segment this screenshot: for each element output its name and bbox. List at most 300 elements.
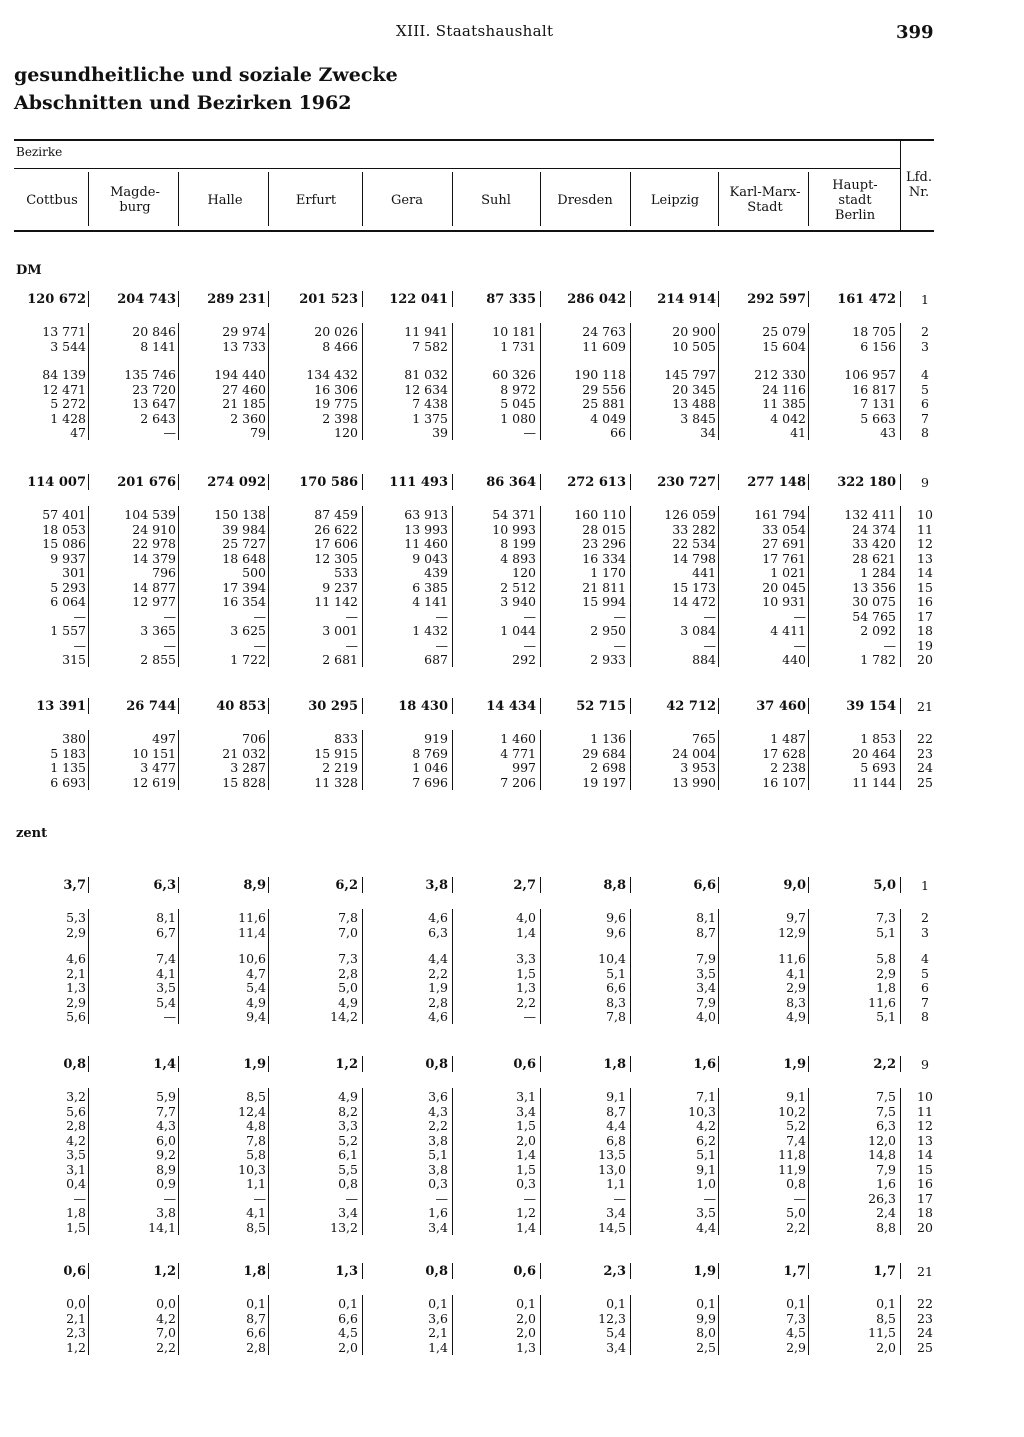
table-cell: 30 075 bbox=[852, 594, 896, 609]
row-number: 24 bbox=[917, 1325, 933, 1340]
row-number: 2 bbox=[921, 910, 929, 925]
table-cell: 1,8 bbox=[603, 1057, 626, 1072]
table-cell: 4 042 bbox=[770, 410, 806, 426]
table-cell: 3 953 bbox=[680, 760, 716, 775]
table-cell: 3,8 bbox=[428, 1161, 448, 1177]
table-cell: 12 305 bbox=[314, 550, 358, 566]
table-cell: 4,0 bbox=[696, 1009, 716, 1024]
table-cell: 3 544 bbox=[50, 338, 86, 354]
table-cell: 11 941 bbox=[404, 324, 448, 339]
column-divider bbox=[178, 1263, 179, 1279]
column-divider bbox=[88, 506, 89, 667]
table-cell: 1 460 bbox=[500, 731, 536, 746]
table-cell: 10,3 bbox=[688, 1103, 716, 1119]
table-cell: 6,0 bbox=[156, 1132, 176, 1148]
table-cell: 2,0 bbox=[876, 1339, 896, 1355]
column-divider bbox=[808, 474, 809, 490]
table-cell: 1 731 bbox=[500, 338, 536, 354]
table-cell: 3,4 bbox=[606, 1205, 626, 1220]
column-header: Cottbus bbox=[26, 192, 78, 208]
table-cell: 2 360 bbox=[230, 410, 266, 426]
table-cell: — bbox=[703, 1190, 716, 1206]
table-cell: 1,0 bbox=[696, 1176, 716, 1191]
table-cell: 57 401 bbox=[42, 507, 86, 522]
table-cell: 106 957 bbox=[844, 367, 896, 382]
table-cell: 7 206 bbox=[500, 774, 536, 790]
table-cell: 6,6 bbox=[338, 1310, 358, 1326]
table-cell: 12,4 bbox=[238, 1103, 266, 1119]
column-divider bbox=[900, 1263, 901, 1279]
table-cell: — bbox=[435, 637, 448, 653]
table-cell: 21 811 bbox=[582, 579, 626, 595]
table-cell: 3,8 bbox=[156, 1205, 176, 1220]
column-divider bbox=[808, 323, 809, 440]
table-cell: 765 bbox=[692, 731, 716, 746]
table-cell: 2,0 bbox=[516, 1132, 536, 1148]
column-divider bbox=[178, 909, 179, 1024]
table-cell: 289 231 bbox=[207, 292, 266, 307]
table-cell: 81 032 bbox=[404, 367, 448, 382]
column-divider bbox=[88, 291, 89, 307]
table-cell: 20 345 bbox=[672, 381, 716, 397]
column-divider bbox=[268, 291, 269, 307]
table-cell: 43 bbox=[880, 425, 896, 440]
table-cell: 441 bbox=[692, 565, 716, 580]
column-divider bbox=[178, 291, 179, 307]
table-cell: 4,6 bbox=[428, 1009, 448, 1024]
table-cell: 4,1 bbox=[786, 965, 806, 981]
table-cell: 2 933 bbox=[590, 652, 626, 667]
table-cell: 2 512 bbox=[500, 579, 536, 595]
table-cell: 10,4 bbox=[598, 951, 626, 966]
table-cell: 5,4 bbox=[156, 994, 176, 1010]
table-cell: — bbox=[345, 608, 358, 624]
table-cell: 1 557 bbox=[50, 623, 86, 638]
table-cell: 2,4 bbox=[876, 1205, 896, 1220]
table-cell: 12,9 bbox=[778, 924, 806, 940]
table-cell: 13 391 bbox=[36, 699, 86, 714]
table-cell: 11,5 bbox=[868, 1325, 896, 1340]
column-divider bbox=[88, 323, 89, 440]
table-cell: 10,6 bbox=[238, 951, 266, 966]
table-cell: 5,0 bbox=[873, 878, 896, 893]
table-cell: 3,5 bbox=[696, 965, 716, 981]
table-cell: 8,7 bbox=[606, 1103, 626, 1119]
column-divider bbox=[900, 291, 901, 307]
table-cell: 1,3 bbox=[516, 1339, 536, 1355]
table-cell: 1,3 bbox=[66, 980, 86, 995]
column-divider bbox=[178, 877, 179, 893]
table-cell: 16 817 bbox=[852, 381, 896, 397]
table-cell: 4,9 bbox=[786, 1009, 806, 1024]
table-cell: — bbox=[703, 608, 716, 624]
table-cell: 884 bbox=[692, 652, 716, 667]
table-cell: 5 183 bbox=[50, 745, 86, 761]
table-cell: 4,5 bbox=[338, 1325, 358, 1340]
table-cell: 6,6 bbox=[606, 980, 626, 995]
table-cell: — bbox=[73, 637, 86, 653]
table-cell: 2,3 bbox=[66, 1325, 86, 1340]
column-divider bbox=[88, 877, 89, 893]
table-cell: 13 647 bbox=[132, 396, 176, 411]
table-cell: 5,5 bbox=[338, 1161, 358, 1177]
table-cell: 11,4 bbox=[238, 924, 266, 940]
column-divider bbox=[178, 474, 179, 490]
table-cell: 26 744 bbox=[126, 699, 176, 714]
table-cell: 1 487 bbox=[770, 731, 806, 746]
table-cell: 10 993 bbox=[492, 521, 536, 537]
table-cell: — bbox=[345, 637, 358, 653]
table-cell: 39 984 bbox=[222, 521, 266, 537]
table-cell: 5,4 bbox=[606, 1325, 626, 1340]
table-cell: 1,6 bbox=[428, 1205, 448, 1220]
column-header: Karl-Marx- Stadt bbox=[729, 185, 801, 215]
table-cell: 2 855 bbox=[140, 652, 176, 667]
bezirke-underline bbox=[14, 168, 900, 169]
column-divider bbox=[718, 291, 719, 307]
table-cell: 8,1 bbox=[696, 910, 716, 925]
table-cell: 8 972 bbox=[500, 381, 536, 397]
table-cell: 2,9 bbox=[786, 1339, 806, 1355]
table-cell: — bbox=[435, 1190, 448, 1206]
table-cell: 1,2 bbox=[153, 1264, 176, 1279]
header-column-divider bbox=[452, 172, 453, 226]
table-cell: 214 914 bbox=[657, 292, 716, 307]
table-cell: 161 472 bbox=[837, 292, 896, 307]
table-cell: 5,3 bbox=[66, 910, 86, 925]
table-cell: 33 282 bbox=[672, 521, 716, 537]
table-cell: 29 556 bbox=[582, 381, 626, 397]
table-cell: 2 219 bbox=[322, 760, 358, 775]
table-cell: 2,8 bbox=[66, 1118, 86, 1133]
column-divider bbox=[88, 698, 89, 714]
table-cell: 4,2 bbox=[66, 1132, 86, 1148]
table-cell: 3,1 bbox=[66, 1161, 86, 1177]
table-cell: 13 356 bbox=[852, 579, 896, 595]
row-number: 16 bbox=[917, 594, 933, 609]
table-cell: 2,1 bbox=[66, 965, 86, 981]
table-cell: 6,1 bbox=[338, 1147, 358, 1162]
table-cell: 9 937 bbox=[50, 550, 86, 566]
header-bottom-rule bbox=[14, 230, 934, 232]
row-number: 4 bbox=[921, 367, 929, 382]
column-divider bbox=[268, 1295, 269, 1355]
table-cell: 21 032 bbox=[222, 745, 266, 761]
table-cell: 22 534 bbox=[672, 536, 716, 551]
table-cell: — bbox=[883, 637, 896, 653]
table-cell: 11 142 bbox=[314, 594, 358, 609]
table-cell: 6,6 bbox=[246, 1325, 266, 1340]
table-cell: 66 bbox=[610, 425, 626, 440]
row-number: 10 bbox=[917, 1089, 933, 1104]
table-cell: 11,6 bbox=[868, 994, 896, 1010]
table-cell: 5,1 bbox=[876, 924, 896, 940]
table-cell: 3,2 bbox=[66, 1089, 86, 1104]
column-divider bbox=[268, 323, 269, 440]
table-cell: 1,5 bbox=[66, 1219, 86, 1235]
table-cell: 63 913 bbox=[404, 507, 448, 522]
table-cell: 42 712 bbox=[666, 699, 716, 714]
table-cell: 9,1 bbox=[696, 1161, 716, 1177]
table-cell: 8 769 bbox=[412, 745, 448, 761]
table-cell: 9,1 bbox=[606, 1089, 626, 1104]
column-header: Erfurt bbox=[295, 192, 337, 208]
table-cell: 24 116 bbox=[762, 381, 806, 397]
table-cell: 439 bbox=[424, 565, 448, 580]
row-number: 9 bbox=[921, 1057, 929, 1072]
table-cell: 1 428 bbox=[50, 410, 86, 426]
table-cell: 4,9 bbox=[338, 1089, 358, 1104]
table-cell: 12 471 bbox=[42, 381, 86, 397]
table-cell: 86 364 bbox=[486, 475, 536, 490]
table-cell: 1,9 bbox=[693, 1264, 716, 1279]
table-cell: 301 bbox=[62, 565, 86, 580]
header-column-divider bbox=[540, 172, 541, 226]
table-cell: 7,8 bbox=[606, 1009, 626, 1024]
table-cell: 1,7 bbox=[783, 1264, 806, 1279]
table-cell: 0,1 bbox=[516, 1296, 536, 1311]
table-cell: 3,5 bbox=[696, 1205, 716, 1220]
table-cell: 126 059 bbox=[664, 507, 716, 522]
table-cell: 2,2 bbox=[428, 1118, 448, 1133]
column-header: Halle bbox=[207, 192, 243, 208]
table-cell: 7,9 bbox=[876, 1161, 896, 1177]
column-divider bbox=[718, 1295, 719, 1355]
column-divider bbox=[900, 474, 901, 490]
table-cell: — bbox=[345, 1190, 358, 1206]
row-number: 22 bbox=[917, 731, 933, 746]
table-cell: 15 915 bbox=[314, 745, 358, 761]
table-cell: 120 bbox=[512, 565, 536, 580]
table-cell: 15 994 bbox=[582, 594, 626, 609]
row-number: 19 bbox=[917, 637, 933, 653]
table-cell: 33 420 bbox=[852, 536, 896, 551]
table-cell: 4 049 bbox=[590, 410, 626, 426]
row-number: 6 bbox=[921, 980, 929, 995]
table-cell: 687 bbox=[424, 652, 448, 667]
table-cell: 120 bbox=[334, 425, 358, 440]
table-cell: 18 053 bbox=[42, 521, 86, 537]
column-divider bbox=[900, 506, 901, 667]
table-cell: 1,4 bbox=[428, 1339, 448, 1355]
table-cell: 497 bbox=[152, 731, 176, 746]
table-cell: 13 488 bbox=[672, 396, 716, 411]
table-cell: 0,0 bbox=[66, 1296, 86, 1311]
table-cell: 150 138 bbox=[214, 507, 266, 522]
column-divider bbox=[268, 698, 269, 714]
column-divider bbox=[808, 730, 809, 790]
running-header: XIII. Staatshaushalt bbox=[396, 22, 554, 40]
row-number: 3 bbox=[921, 924, 929, 940]
table-cell: — bbox=[73, 1190, 86, 1206]
table-cell: 0,1 bbox=[696, 1296, 716, 1311]
table-cell: 8 199 bbox=[500, 536, 536, 551]
table-cell: 1,8 bbox=[66, 1205, 86, 1220]
table-cell: — bbox=[613, 1190, 626, 1206]
column-divider bbox=[88, 474, 89, 490]
table-cell: 7,0 bbox=[156, 1325, 176, 1340]
table-cell: 9,0 bbox=[783, 878, 806, 893]
column-divider bbox=[808, 1056, 809, 1072]
table-cell: — bbox=[163, 1009, 176, 1024]
column-divider bbox=[178, 1295, 179, 1355]
lfd-header-divider bbox=[900, 139, 901, 232]
table-cell: 54 765 bbox=[852, 608, 896, 624]
column-divider bbox=[268, 506, 269, 667]
table-cell: 1 136 bbox=[590, 731, 626, 746]
row-number: 9 bbox=[921, 475, 929, 490]
table-cell: 16 354 bbox=[222, 594, 266, 609]
table-cell: 9,4 bbox=[246, 1009, 266, 1024]
table-cell: 9 043 bbox=[412, 550, 448, 566]
table-cell: 8,1 bbox=[156, 910, 176, 925]
row-number: 13 bbox=[917, 1132, 933, 1148]
header-column-divider bbox=[268, 172, 269, 226]
table-cell: 4,9 bbox=[246, 994, 266, 1010]
table-cell: 7,5 bbox=[876, 1089, 896, 1104]
table-cell: 2,9 bbox=[876, 965, 896, 981]
table-cell: 6,8 bbox=[606, 1132, 626, 1148]
table-cell: 796 bbox=[152, 565, 176, 580]
row-number: 15 bbox=[917, 1161, 933, 1177]
row-number: 24 bbox=[917, 760, 933, 775]
column-divider bbox=[268, 474, 269, 490]
table-cell: 8,5 bbox=[876, 1310, 896, 1326]
column-divider bbox=[900, 1088, 901, 1235]
table-cell: 11,6 bbox=[238, 910, 266, 925]
table-cell: 5,1 bbox=[876, 1009, 896, 1024]
table-cell: 17 394 bbox=[222, 579, 266, 595]
header-column-divider bbox=[178, 172, 179, 226]
table-cell: 14,8 bbox=[868, 1147, 896, 1162]
table-cell: 1 375 bbox=[412, 410, 448, 426]
table-cell: 12 619 bbox=[132, 774, 176, 790]
column-divider bbox=[88, 730, 89, 790]
header-column-divider bbox=[808, 172, 809, 226]
table-cell: 7 696 bbox=[412, 774, 448, 790]
table-cell: 104 539 bbox=[124, 507, 176, 522]
table-cell: 2,1 bbox=[428, 1325, 448, 1340]
column-divider bbox=[808, 909, 809, 1024]
table-cell: 5 293 bbox=[50, 579, 86, 595]
table-cell: 28 015 bbox=[582, 521, 626, 537]
header-top-rule bbox=[14, 139, 934, 141]
table-cell: 0,1 bbox=[338, 1296, 358, 1311]
table-cell: — bbox=[793, 1190, 806, 1206]
table-cell: 5 045 bbox=[500, 396, 536, 411]
table-cell: 0,1 bbox=[876, 1296, 896, 1311]
table-cell: 13,5 bbox=[598, 1147, 626, 1162]
header-column-divider bbox=[362, 172, 363, 226]
table-cell: 7 582 bbox=[412, 338, 448, 354]
table-cell: 3 084 bbox=[680, 623, 716, 638]
table-cell: 54 371 bbox=[492, 507, 536, 522]
table-cell: 14,2 bbox=[330, 1009, 358, 1024]
table-cell: 230 727 bbox=[657, 475, 716, 490]
table-cell: 24 763 bbox=[582, 324, 626, 339]
column-divider bbox=[268, 1088, 269, 1235]
table-cell: 6,3 bbox=[153, 878, 176, 893]
table-cell: 4,1 bbox=[246, 1205, 266, 1220]
page-number: 399 bbox=[896, 22, 934, 43]
table-cell: 30 295 bbox=[308, 699, 358, 714]
table-cell: 1,2 bbox=[335, 1057, 358, 1072]
table-cell: 4,2 bbox=[696, 1118, 716, 1133]
table-cell: 4,4 bbox=[696, 1219, 716, 1235]
table-cell: 7,9 bbox=[696, 951, 716, 966]
row-number: 15 bbox=[917, 579, 933, 595]
table-cell: 17 628 bbox=[762, 745, 806, 761]
column-divider bbox=[268, 1263, 269, 1279]
column-divider bbox=[268, 730, 269, 790]
column-divider bbox=[808, 291, 809, 307]
table-cell: 1,1 bbox=[246, 1176, 266, 1191]
table-cell: 8,9 bbox=[156, 1161, 176, 1177]
column-divider bbox=[718, 323, 719, 440]
table-cell: 4,2 bbox=[156, 1310, 176, 1326]
table-cell: 0,1 bbox=[246, 1296, 266, 1311]
table-cell: 500 bbox=[242, 565, 266, 580]
table-cell: 1,5 bbox=[516, 1161, 536, 1177]
table-cell: 0,8 bbox=[425, 1057, 448, 1072]
table-cell: 12,3 bbox=[598, 1310, 626, 1326]
row-number: 2 bbox=[921, 324, 929, 339]
table-cell: 2,2 bbox=[156, 1339, 176, 1355]
column-divider bbox=[268, 877, 269, 893]
table-cell: 8,3 bbox=[606, 994, 626, 1010]
table-cell: 5,1 bbox=[606, 965, 626, 981]
table-cell: 0,6 bbox=[513, 1264, 536, 1279]
table-cell: 1,5 bbox=[516, 965, 536, 981]
row-number: 14 bbox=[917, 565, 933, 580]
table-cell: — bbox=[613, 637, 626, 653]
table-cell: 1 080 bbox=[500, 410, 536, 426]
table-cell: 1 432 bbox=[412, 623, 448, 638]
row-number: 25 bbox=[917, 1339, 933, 1355]
table-cell: 0,1 bbox=[606, 1296, 626, 1311]
table-cell: 12,0 bbox=[868, 1132, 896, 1148]
column-divider bbox=[88, 1295, 89, 1355]
column-divider bbox=[718, 1056, 719, 1072]
table-cell: 4 771 bbox=[500, 745, 536, 761]
table-cell: 14,5 bbox=[598, 1219, 626, 1235]
table-cell: 6 156 bbox=[860, 338, 896, 354]
table-cell: 15 828 bbox=[222, 774, 266, 790]
table-cell: 3 940 bbox=[500, 594, 536, 609]
table-cell: 1 284 bbox=[860, 565, 896, 580]
table-cell: 0,1 bbox=[786, 1296, 806, 1311]
table-cell: 5,2 bbox=[786, 1118, 806, 1133]
column-divider bbox=[178, 730, 179, 790]
table-cell: 1 722 bbox=[230, 652, 266, 667]
header-column-divider bbox=[630, 172, 631, 226]
table-cell: 52 715 bbox=[576, 699, 626, 714]
table-cell: 6,3 bbox=[428, 924, 448, 940]
table-cell: 4,4 bbox=[428, 951, 448, 966]
table-cell: 7,7 bbox=[156, 1103, 176, 1119]
table-cell: 2,7 bbox=[513, 878, 536, 893]
table-cell: 2,8 bbox=[428, 994, 448, 1010]
table-cell: 9,2 bbox=[156, 1147, 176, 1162]
table-cell: 1,2 bbox=[66, 1339, 86, 1355]
table-cell: 5 272 bbox=[50, 396, 86, 411]
table-cell: 20 026 bbox=[314, 324, 358, 339]
table-cell: 2,9 bbox=[66, 994, 86, 1010]
table-cell: 19 197 bbox=[582, 774, 626, 790]
table-cell: 5,4 bbox=[246, 980, 266, 995]
table-cell: 34 bbox=[700, 425, 716, 440]
table-cell: 3 287 bbox=[230, 760, 266, 775]
